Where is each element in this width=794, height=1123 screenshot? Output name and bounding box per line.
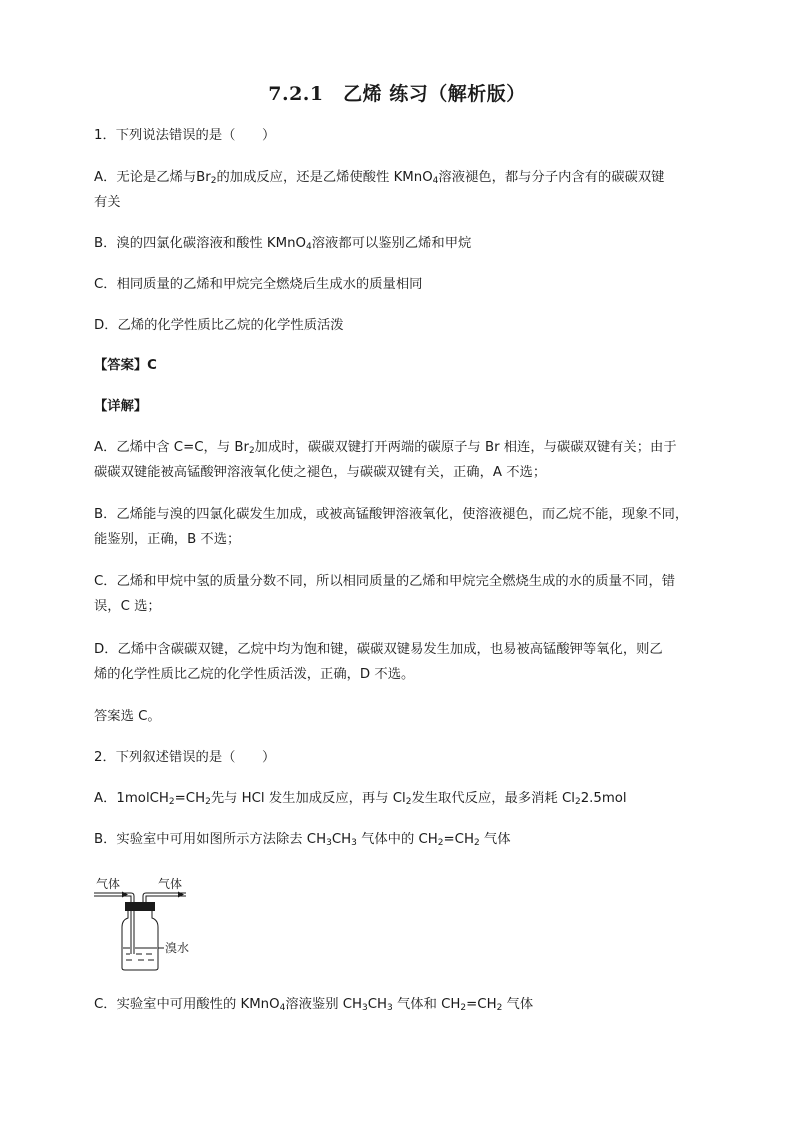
text-span: 气体: [479, 832, 511, 847]
text-span: A．1molCH: [94, 791, 169, 806]
q1-option-d: D．乙烯的化学性质比乙烷的化学性质活泼: [94, 318, 344, 333]
subscript: 3: [326, 838, 332, 848]
text-span: =CH: [466, 997, 497, 1012]
gas-out-label: 气体: [158, 877, 183, 891]
subscript: 2: [205, 797, 211, 807]
inlet-arrow-icon: [122, 892, 128, 898]
rubber-stopper: [125, 902, 155, 911]
text-span: 溶液鉴别 CH: [285, 997, 363, 1012]
q1-explain-c-line1: C．乙烯和甲烷中氢的质量分数不同，所以相同质量的乙烯和甲烷完全燃烧生成的水的质量不同，错: [94, 574, 676, 589]
q1-option-a-line2: 有关: [94, 195, 121, 210]
text-span: 2.5mol: [580, 791, 627, 806]
q1-explain-a-line1: [94, 438, 704, 461]
text-span: CH: [331, 832, 352, 847]
text-span: 发生取代反应，最多消耗 Cl: [411, 791, 575, 806]
subscript: 3: [351, 838, 357, 848]
subscript: 2: [574, 797, 581, 807]
text-span: A．乙烯中含 C=C，与 Br: [94, 440, 249, 455]
page-title: 7.2.1 乙烯 练习（解析版）: [268, 83, 526, 105]
q1-final-answer: 答案选 C。: [94, 709, 161, 724]
outlet-arrow-icon: [178, 892, 184, 898]
q2-option-a: [94, 789, 704, 812]
text-span: 气体中的 CH: [356, 832, 438, 847]
subscript: 2: [210, 176, 217, 186]
subscript: 2: [437, 838, 444, 848]
text-span: B．实验室中可用如图所示方法除去 CH: [94, 832, 327, 847]
subscript: 4: [432, 176, 439, 186]
subscript: 2: [168, 797, 175, 807]
q2-stem: 2．下列叙述错误的是（ ）: [94, 750, 276, 765]
text-span: 溶液都可以鉴别乙烯和甲烷: [311, 236, 472, 251]
q1-option-b: [94, 234, 704, 257]
q1-explain-b-line2: 能鉴别，正确，B 不选；: [94, 532, 241, 547]
text-span: =CH: [174, 791, 206, 806]
subscript: 2: [496, 1003, 503, 1013]
q1-option-a-line1: [94, 168, 704, 191]
q1-explain-d-line1: D．乙烯中含碳碳双键，乙烷中均为饱和键，碳碳双键易发生加成，也易被高锰酸钾等氧化，则乙: [94, 642, 663, 657]
q1-explain-c-line2: 误，C 选；: [94, 599, 161, 614]
q1-answer: 【答案】C: [94, 358, 157, 373]
q1-explain-b-line1: B．乙烯能与溴的四氯化碳发生加成，或被高锰酸钾溶液氧化，使溶液褪色，而乙烷不能，现象不同，: [94, 507, 689, 522]
subscript: 2: [405, 797, 412, 807]
subscript: 3: [362, 1003, 368, 1013]
q1-option-c: C．相同质量的乙烯和甲烷完全燃烧后生成水的质量相同: [94, 277, 423, 292]
q1-explain-a-line2: 碳碳双键能被高锰酸钾溶液氧化使之褪色，与碳碳双键有关，正确，A 不选；: [94, 465, 547, 480]
liquid-surface: [123, 948, 157, 960]
subscript: 2: [248, 446, 255, 456]
q2-option-c: [94, 995, 704, 1018]
bottle-body: [122, 911, 158, 970]
text-span: 气体: [502, 997, 534, 1012]
text-span: 溶液褪色，都与分子内含有的碳碳双键: [438, 170, 665, 185]
liquid-label: 溴水: [165, 941, 190, 955]
subscript: 4: [306, 242, 312, 252]
q1-explain-d-line2: 烯的化学性质比乙烷的化学性质活泼，正确，D 不选。: [94, 667, 415, 682]
subscript: 3: [387, 1003, 393, 1013]
q2-option-b: [94, 830, 704, 853]
gas-washing-bottle-figure: [92, 872, 212, 976]
text-span: C．实验室中可用酸性的 KMnO: [94, 997, 280, 1012]
text-span: 加成时，碳碳双键打开两端的碳原子与 Br 相连，与碳碳双键有关；由于: [254, 440, 677, 455]
text-span: A．无论是乙烯与Br: [94, 170, 211, 185]
q1-stem: 1．下列说法错误的是（ ）: [94, 128, 276, 143]
subscript: 2: [473, 838, 480, 848]
text-span: =CH: [443, 832, 474, 847]
text-span: B．溴的四氯化碳溶液和酸性 KMnO: [94, 236, 306, 251]
subscript: 2: [460, 1003, 467, 1013]
text-span: 气体和 CH: [392, 997, 461, 1012]
text-span: 的加成反应，还是乙烯使酸性 KMnO: [216, 170, 433, 185]
gas-in-label: 气体: [96, 877, 121, 891]
subscript: 4: [279, 1003, 286, 1013]
text-span: CH: [367, 997, 388, 1012]
q1-explain-label: 【详解】: [94, 399, 148, 414]
text-span: 先与 HCl 发生加成反应，再与 Cl: [210, 791, 406, 806]
